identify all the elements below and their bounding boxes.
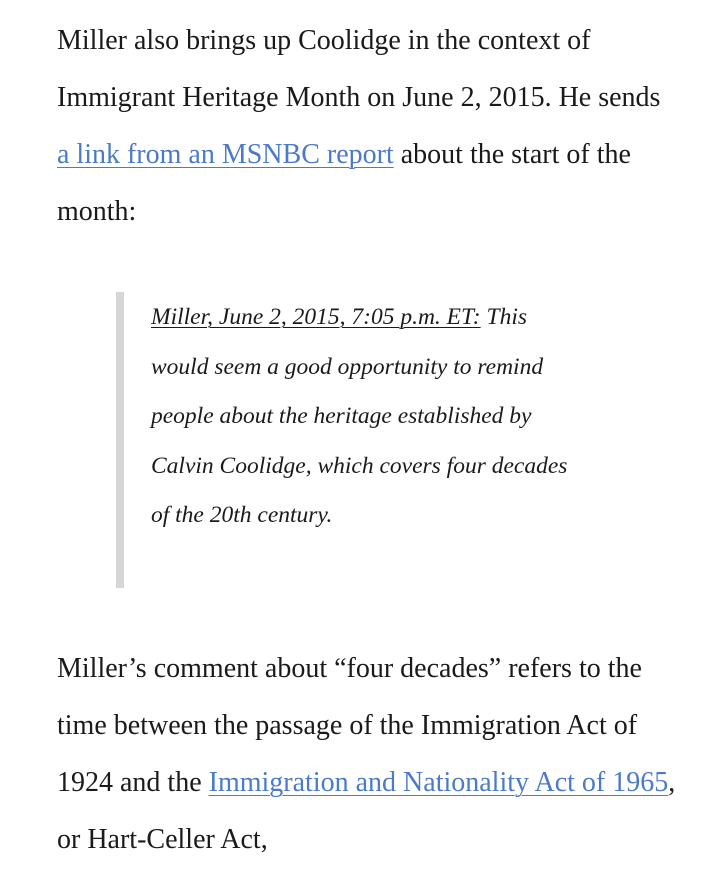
paragraph-text: Miller also brings up Coolidge in the context of Immigrant Heritage Month on June 2, 2015. He sends <box>57 25 661 113</box>
paragraph-text: about the start of the month: <box>57 139 631 227</box>
msnbc-report-link[interactable]: a link from an MSNBC report <box>57 139 394 170</box>
immigration-nationality-act-link[interactable]: Immigration and Nationality Act of 1965 <box>208 767 669 798</box>
paragraph-text: Miller’s comment about “four decades” refers to the time between the passage of the Immigration Act of 1924 and the <box>57 653 642 798</box>
article-body <box>57 12 677 240</box>
email-blockquote <box>116 292 586 588</box>
article-body-continued <box>57 640 677 868</box>
blockquote-body: This would seem a good opportunity to remind people about the heritage established by Calvin Coolidge, which covers four decades of the 20th century. <box>151 304 568 528</box>
blockquote-citation: Miller, June 2, 2015, 7:05 p.m. ET: <box>151 304 481 330</box>
paragraph-text: , or Hart-Celler Act, <box>57 767 676 855</box>
paragraph-four-decades <box>57 640 677 868</box>
blockquote-text <box>151 293 576 541</box>
paragraph-coolidge-context <box>57 12 677 240</box>
